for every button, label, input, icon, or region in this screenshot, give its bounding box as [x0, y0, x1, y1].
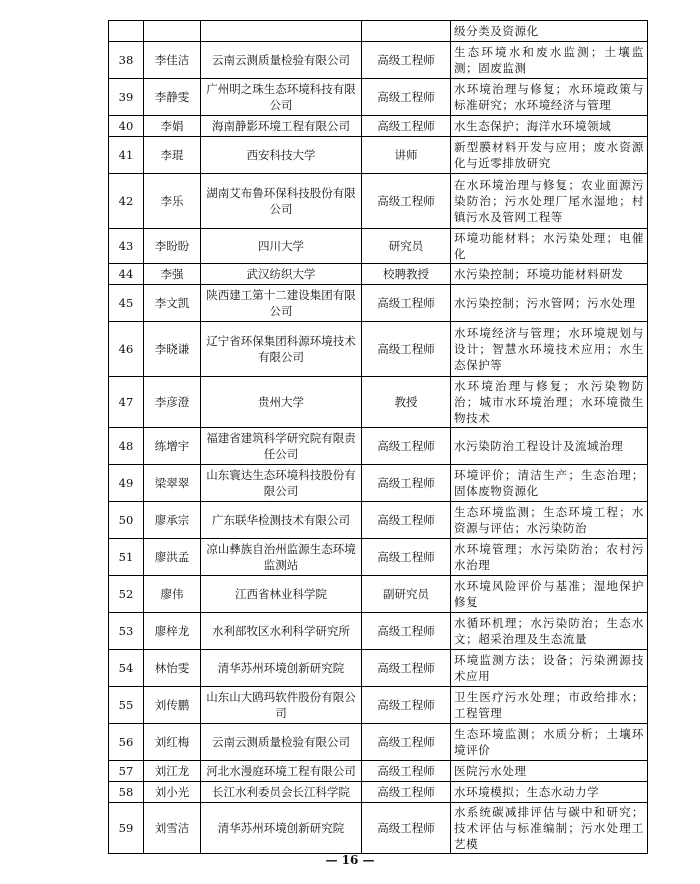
expert-name-cell: 刘江龙: [144, 761, 201, 782]
professional-title-cell: 研究员: [362, 229, 451, 264]
expert-name-cell: 廖伟: [144, 576, 201, 613]
row-number-cell: 53: [109, 613, 144, 650]
professional-title-cell: [362, 21, 451, 42]
expert-name-cell: [144, 21, 201, 42]
expert-name-cell: 廖洪孟: [144, 539, 201, 576]
expertise-field-cell: 新型膜材料开发与应用；废水资源化与近零排放研究: [451, 137, 648, 174]
table-row: [109, 137, 648, 174]
expert-name-cell: 练增宇: [144, 428, 201, 465]
row-number-cell: 43: [109, 229, 144, 264]
professional-title-cell: 讲师: [362, 137, 451, 174]
table-row: [109, 377, 648, 428]
row-number-cell: 54: [109, 650, 144, 687]
professional-title-cell: 高级工程师: [362, 285, 451, 322]
expert-name-cell: 梁翠翠: [144, 465, 201, 502]
professional-title-cell: 高级工程师: [362, 79, 451, 116]
row-number-cell: 45: [109, 285, 144, 322]
row-number-cell: 48: [109, 428, 144, 465]
row-number-cell: 38: [109, 42, 144, 79]
table-row: [109, 465, 648, 502]
expertise-field-cell: 生态环境监测；水质分析；土壤环境评价: [451, 724, 648, 761]
row-number-cell: 46: [109, 322, 144, 377]
table-row: [109, 264, 648, 285]
expert-name-cell: 刘小光: [144, 782, 201, 803]
expertise-field-cell: 水污染控制；污水管网；污水处理: [451, 285, 648, 322]
table-row: [109, 687, 648, 724]
organization-cell: 广州明之珠生态环境科技有限公司: [201, 79, 362, 116]
expert-name-cell: 林怡雯: [144, 650, 201, 687]
expertise-field-cell: 卫生医疗污水处理；市政给排水；工程管理: [451, 687, 648, 724]
page-number: — 16 —: [325, 853, 375, 867]
organization-cell: 山东山大鸥玛软件股份有限公司: [201, 687, 362, 724]
expert-name-cell: 李静雯: [144, 79, 201, 116]
organization-cell: 贵州大学: [201, 377, 362, 428]
expert-name-cell: 刘红梅: [144, 724, 201, 761]
professional-title-cell: 高级工程师: [362, 803, 451, 854]
table-row: [109, 42, 648, 79]
organization-cell: 武汉纺织大学: [201, 264, 362, 285]
table-row: [109, 229, 648, 264]
organization-cell: 长江水利委员会长江科学院: [201, 782, 362, 803]
expertise-field-cell: 级分类及资源化: [451, 21, 648, 42]
expert-name-cell: 李盼盼: [144, 229, 201, 264]
expert-name-cell: 李文凯: [144, 285, 201, 322]
table-row: [109, 116, 648, 137]
table-row: [109, 428, 648, 465]
expertise-field-cell: 水环境风险评价与基准；湿地保护修复: [451, 576, 648, 613]
expertise-field-cell: 水生态保护；海洋水环境领域: [451, 116, 648, 137]
table-row: [109, 539, 648, 576]
row-number-cell: [109, 21, 144, 42]
professional-title-cell: 校聘教授: [362, 264, 451, 285]
professional-title-cell: 副研究员: [362, 576, 451, 613]
table-row: [109, 502, 648, 539]
row-number-cell: 50: [109, 502, 144, 539]
expertise-field-cell: 水环境治理与修复；水环境政策与标准研究；水环境经济与管理: [451, 79, 648, 116]
organization-cell: 江西省林业科学院: [201, 576, 362, 613]
organization-cell: 福建省建筑科学研究院有限责任公司: [201, 428, 362, 465]
expertise-field-cell: 环境功能材料；水污染处理；电催化: [451, 229, 648, 264]
row-number-cell: 44: [109, 264, 144, 285]
expert-name-cell: 刘雪洁: [144, 803, 201, 854]
professional-title-cell: 高级工程师: [362, 613, 451, 650]
expert-roster-table: [108, 20, 648, 854]
expert-name-cell: 李彦澄: [144, 377, 201, 428]
professional-title-cell: 高级工程师: [362, 650, 451, 687]
row-number-cell: 49: [109, 465, 144, 502]
row-number-cell: 59: [109, 803, 144, 854]
professional-title-cell: 高级工程师: [362, 782, 451, 803]
expert-name-cell: 廖梓龙: [144, 613, 201, 650]
professional-title-cell: 教授: [362, 377, 451, 428]
expertise-field-cell: 生态环境水和废水监测；土壤监测；固废监测: [451, 42, 648, 79]
table-row: [109, 21, 648, 42]
expert-name-cell: 李晓谦: [144, 322, 201, 377]
row-number-cell: 55: [109, 687, 144, 724]
expertise-field-cell: 水环境治理与修复；水污染物防治；城市水环境治理；水环境微生物技术: [451, 377, 648, 428]
expertise-field-cell: 环境监测方法；设备；污染溯源技术应用: [451, 650, 648, 687]
table-row: [109, 803, 648, 854]
table-row: [109, 322, 648, 377]
organization-cell: 陕西建工第十二建设集团有限公司: [201, 285, 362, 322]
organization-cell: 山东寰达生态环境科技股份有限公司: [201, 465, 362, 502]
professional-title-cell: 高级工程师: [362, 322, 451, 377]
expertise-field-cell: 水环境经济与管理；水环境规划与设计；智慧水环境技术应用；水生态保护等: [451, 322, 648, 377]
professional-title-cell: 高级工程师: [362, 465, 451, 502]
professional-title-cell: 高级工程师: [362, 502, 451, 539]
professional-title-cell: 高级工程师: [362, 428, 451, 465]
organization-cell: 水利部牧区水利科学研究所: [201, 613, 362, 650]
expertise-field-cell: 水污染控制；环境功能材料研发: [451, 264, 648, 285]
professional-title-cell: 高级工程师: [362, 116, 451, 137]
table-row: [109, 576, 648, 613]
expert-name-cell: 李娟: [144, 116, 201, 137]
table-row: [109, 761, 648, 782]
organization-cell: 四川大学: [201, 229, 362, 264]
row-number-cell: 39: [109, 79, 144, 116]
expertise-field-cell: 环境评价；清洁生产；生态治理；固体废物资源化: [451, 465, 648, 502]
expertise-field-cell: 医院污水处理: [451, 761, 648, 782]
table-row: [109, 174, 648, 229]
row-number-cell: 42: [109, 174, 144, 229]
expertise-field-cell: 在水环境治理与修复；农业面源污染防治；污水处理厂尾水湿地；村镇污水及管网工程等: [451, 174, 648, 229]
row-number-cell: 56: [109, 724, 144, 761]
expertise-field-cell: 生态环境监测；生态环境工程；水资源与评估；水污染防治: [451, 502, 648, 539]
professional-title-cell: 高级工程师: [362, 761, 451, 782]
expertise-field-cell: 水环境模拟；生态水动力学: [451, 782, 648, 803]
expert-name-cell: 李琨: [144, 137, 201, 174]
table-row: [109, 79, 648, 116]
professional-title-cell: 高级工程师: [362, 539, 451, 576]
organization-cell: 云南云测质量检验有限公司: [201, 42, 362, 79]
organization-cell: 清华苏州环境创新研究院: [201, 803, 362, 854]
expertise-field-cell: 水环境管理；水污染防治；农村污水治理: [451, 539, 648, 576]
expertise-field-cell: 水污染防治工程设计及流域治理: [451, 428, 648, 465]
expert-name-cell: 刘传鹏: [144, 687, 201, 724]
organization-cell: 河北水漫庭环境工程有限公司: [201, 761, 362, 782]
organization-cell: 凉山彝族自治州监源生态环境监测站: [201, 539, 362, 576]
professional-title-cell: 高级工程师: [362, 42, 451, 79]
organization-cell: 清华苏州环境创新研究院: [201, 650, 362, 687]
roster-table-body: [109, 21, 648, 854]
organization-cell: 广东联华检测技术有限公司: [201, 502, 362, 539]
row-number-cell: 58: [109, 782, 144, 803]
row-number-cell: 41: [109, 137, 144, 174]
organization-cell: 西安科技大学: [201, 137, 362, 174]
table-row: [109, 724, 648, 761]
table-row: [109, 782, 648, 803]
organization-cell: 海南静影环境工程有限公司: [201, 116, 362, 137]
expertise-field-cell: 水循环机理；水污染防治；生态水文；超采治理及生态流量: [451, 613, 648, 650]
organization-cell: [201, 21, 362, 42]
table-row: [109, 285, 648, 322]
organization-cell: 云南云测质量检验有限公司: [201, 724, 362, 761]
expertise-field-cell: 水系统碳减排评估与碳中和研究；技术评估与标准编制；污水处理工艺模: [451, 803, 648, 854]
table-row: [109, 650, 648, 687]
row-number-cell: 40: [109, 116, 144, 137]
professional-title-cell: 高级工程师: [362, 724, 451, 761]
organization-cell: 辽宁省环保集团科源环境技术有限公司: [201, 322, 362, 377]
expert-name-cell: 廖承宗: [144, 502, 201, 539]
expert-name-cell: 李乐: [144, 174, 201, 229]
row-number-cell: 52: [109, 576, 144, 613]
professional-title-cell: 高级工程师: [362, 174, 451, 229]
row-number-cell: 47: [109, 377, 144, 428]
expert-name-cell: 李强: [144, 264, 201, 285]
organization-cell: 湖南艾布鲁环保科技股份有限公司: [201, 174, 362, 229]
row-number-cell: 51: [109, 539, 144, 576]
table-row: [109, 613, 648, 650]
expert-name-cell: 李佳洁: [144, 42, 201, 79]
professional-title-cell: 高级工程师: [362, 687, 451, 724]
row-number-cell: 57: [109, 761, 144, 782]
